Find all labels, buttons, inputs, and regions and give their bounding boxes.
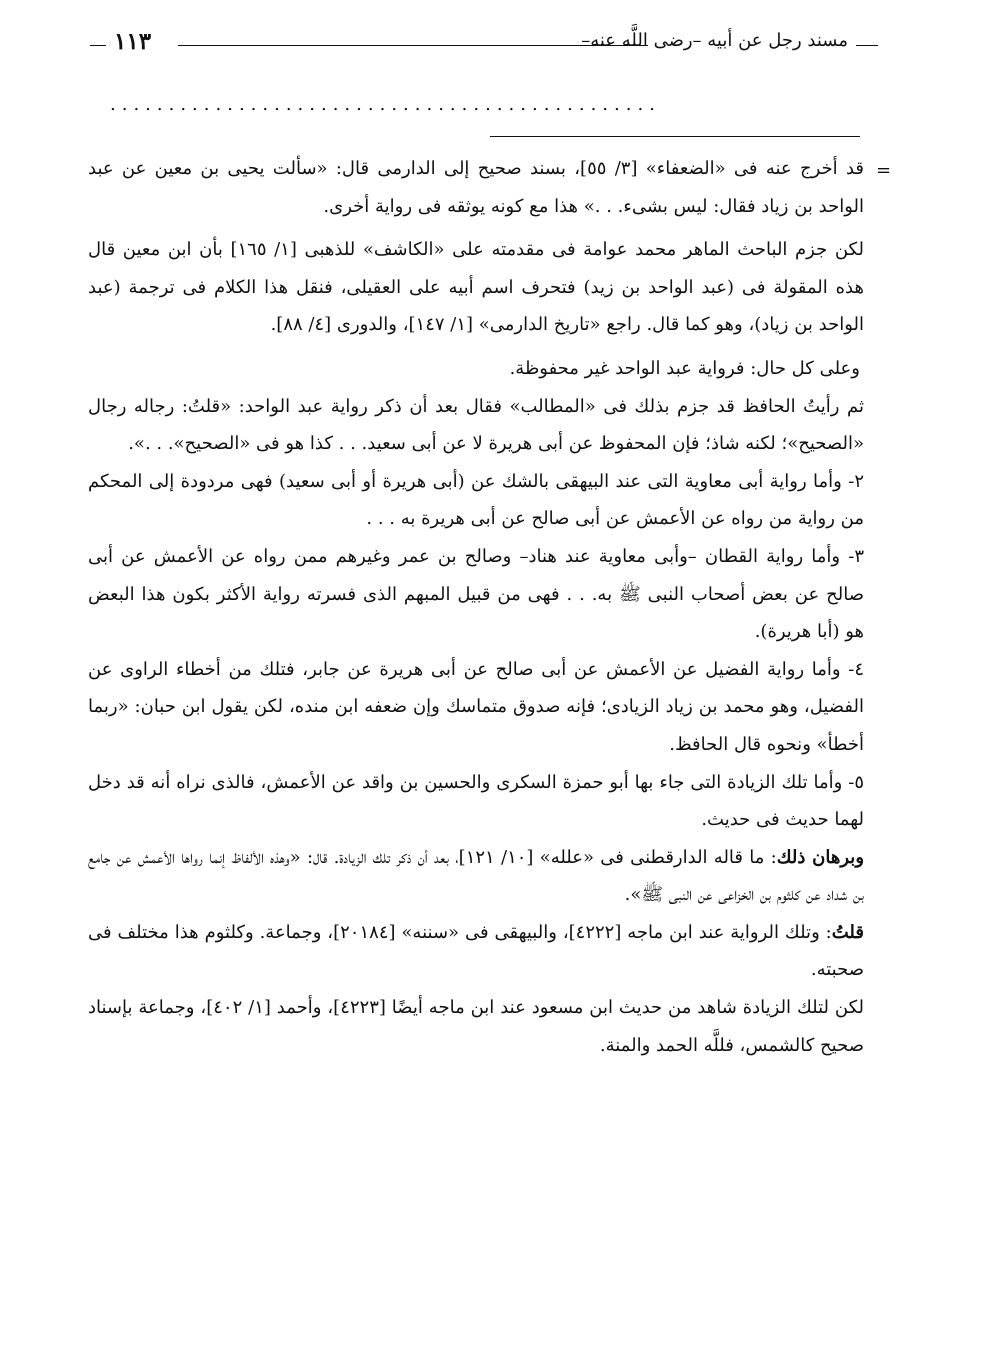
header-dash-left [90, 45, 106, 46]
paragraph: ثم رأيتُ الحافظ قد جزم بذلك فى «المطالب» فقال بعد أن ذكر رواية عبد الواحد: «قلتُ: رجاله رجال «الصحيح»؛ لكنه شاذ؛ فإن المحفوظ عن أبى هريرة لا عن أبى سعيد. . . كذا هو فى «الصحيح». . .». [88, 395, 864, 455]
paragraph: وعلى كل حال: فرواية عبد الواحد غير محفوظة. [509, 357, 860, 379]
running-header [90, 30, 878, 66]
paragraph: لكن جزم الباحث الماهر محمد عوامة فى مقدمته على «الكاشف» للذهبى [١/ ١٦٥] بأن ابن معين قال هذه المقولة فى (عبد الواحد بن زيد) فتحرف اسم أبيه على العقيلى، فنقل هذا الكلام فى ترجمة (عبد الواحد بن زياد)، وهو كما قال. راجع «تاريخ الدارمى» [١/ ١٤٧]، والدورى [٤/ ٨٨]. [88, 239, 864, 336]
paragraph: ٥- وأما تلك الزيادة التى جاء بها أبو حمزة السكرى والحسين بن واقد عن الأعمش، فالذى نراه أنه قد دخل لهما حديث فى حديث. [88, 771, 864, 831]
header-dash-right [856, 45, 878, 46]
qultu-lead: قلتُ [831, 921, 864, 943]
paragraph: قد أخرج عنه فى «الضعفاء» [٣/ ٥٥]، بسند صحيح إلى الدارمى قال: «سألت يحيى بن معين عن عبد الواحد بن زياد فقال: ليس بشىء. . .» هذا مع كونه يوثقه فى رواية أخرى. [88, 158, 864, 217]
paragraph: لكن لتلك الزيادة شاهد من حديث ابن مسعود عند ابن ماجه أيضًا [٤٢٢٣]، وأحمد [١/ ٤٠٢]، وجماعة بإسناد صحيح كالشمس، فللَّه الحمد والمنة. [88, 997, 865, 1056]
paragraph: ٢- وأما رواية أبى معاوية التى عند البيهقى بالشك عن (أبى هريرة أو أبى سعيد) فهى مردودة إلى المحكم من رواية من رواه عن الأعمش عن أبى صالح عن أبى هريرة به . . . [88, 470, 864, 530]
paragraph [88, 839, 864, 914]
paragraph [88, 914, 864, 989]
page-number: ١١٣ [114, 28, 152, 55]
continuation-mark: = [876, 160, 892, 181]
running-header-title: مسند رجل عن أبيه –رضى اللَّه عنه– [581, 30, 848, 51]
header-rule [178, 45, 648, 46]
paragraph: ٣- وأما رواية القطان –وأبى معاوية عند هناد– وصالح بن عمر وغيرهم ممن رواه عن الأعمش عن أبى صالح عن بعض أصحاب النبى ﷺ به. . . فهى من قبيل المبهم الذى فسرته رواية الأكثر بكون هذا البعض هو (أبا هريرة). [88, 545, 864, 643]
footnote-body [88, 150, 864, 1064]
dotted-separator: ............................................... [110, 94, 661, 115]
proof-lead: وبرهان ذلك [776, 846, 865, 868]
paragraph: ٤- وأما رواية الفضيل عن الأعمش عن أبى صالح عن أبى هريرة عن جابر، فتلك من أخطاء الراوى عن الفضيل، وهو محمد بن زياد الزيادى؛ فإنه صدوق متماسك وإن ضعفه ابن منده، لكن يقول ابن حبان: «ربما أخطأ» ونحوه قال الحافظ. [88, 658, 864, 755]
proof-text: : ما قاله الدارقطنى فى «علله» [١٠/ ١٢١]، بعد أن ذكر تلك الزيادة. قال: «وهذه الألفاظ إنما رواها الأعمش عن جامع بن شداد عن كلثوم بن الخزاعى عن النبى ﷺ». [88, 846, 864, 906]
qultu-text: : وتلك الرواية عند ابن ماجه [٤٢٢٢]، والبيهقى فى «سننه» [٢٠١٨٤]، وجماعة. وكلثوم هذا مختلف فى صحبته. [88, 921, 864, 981]
footnote-rule [490, 136, 860, 137]
